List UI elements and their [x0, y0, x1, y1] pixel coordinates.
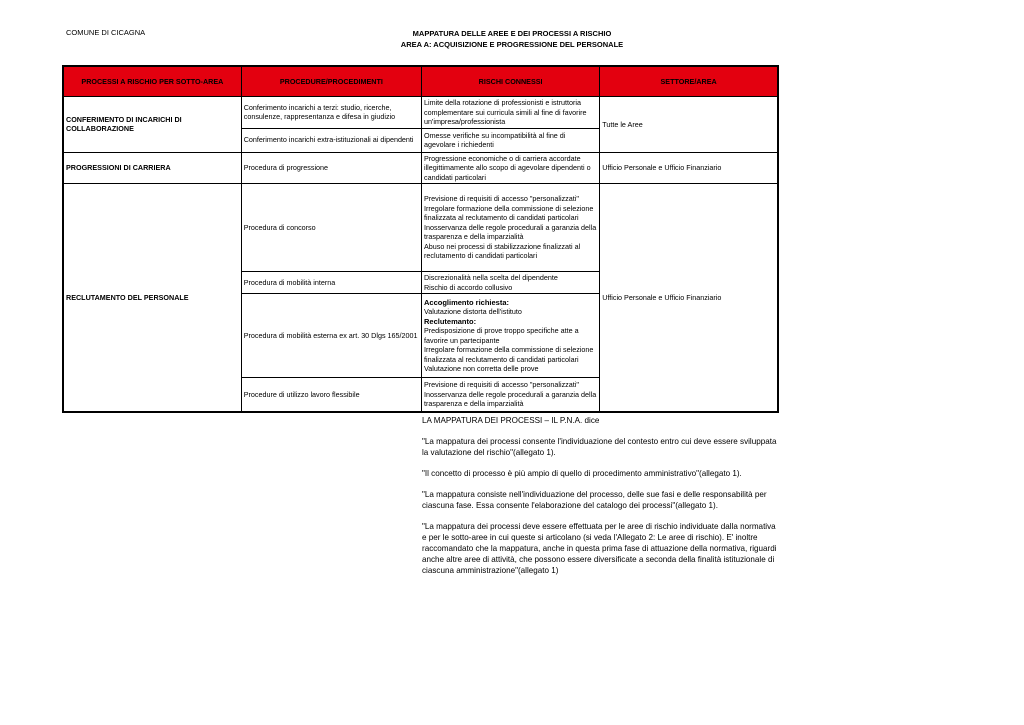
risk-line: Progressione economiche o di carriera accordate [423, 153, 581, 163]
table-row [63, 184, 778, 272]
procedure-cell: Conferimento incarichi extra-istituzionali ai dipendenti [241, 128, 421, 152]
risk-cell [421, 128, 599, 152]
notes-paragraph: "La mappatura dei processi consente l'individuazione del contesto entro cui deve essere sviluppata la valutazione del rischio"(allegato 1). [422, 437, 777, 457]
notes-paragraph: "La mappatura dei processi deve essere effettuata per le aree di rischio individuate dalla normativa e per le sotto-aree in cui queste si articolano (si veda l'Allegato 2: Le aree di rischio). E' inoltre raccomandato che la mappatura, anche in questa prima fase di attuazione della normativa, riguardi anche altre aree di attività, che possono essere diversificate a seconda della finalità istituzionale di ciascuna amministrazione"(allegato 1) [422, 522, 777, 575]
risk-line: Irregolare formazione della commissione di selezione [423, 203, 594, 213]
risk-heading: Accoglimento richiesta: [423, 297, 510, 307]
sector-cell: Ufficio Personale e Ufficio Finanziario [600, 152, 778, 184]
risk-heading: Reclutemanto: [423, 316, 477, 326]
risk-line: Valutazione non corretta delle prove [423, 364, 539, 373]
risk-line: complementare sui curricula simili al fine di favorire [423, 107, 587, 117]
risk-cell [421, 378, 599, 412]
table-header-row [63, 66, 778, 97]
column-header-procedures: PROCEDURE/PROCEDIMENTI [241, 66, 421, 97]
column-header-sector: SETTORE/AREA [600, 66, 778, 97]
notes-section [422, 415, 778, 586]
area-name: RECLUTAMENTO DEL PERSONALE [63, 184, 241, 412]
procedure-cell: Procedura di mobilità interna [241, 272, 421, 294]
risk-cell [421, 272, 599, 294]
column-header-risks: RISCHI CONNESSI [421, 66, 599, 97]
risk-line: trasparenza e della imparzialità [423, 399, 524, 408]
area-name: CONFERIMENTO DI INCARICHI DI COLLABORAZIONE [63, 97, 241, 153]
risk-mapping-table [62, 65, 779, 413]
risk-line: Predisposizione di prove troppo specifiche atte a [423, 326, 579, 335]
table-row [63, 152, 778, 184]
risk-line: trasparenza e della imparzialità [423, 232, 524, 242]
risk-line: agevolare i richiedenti [423, 140, 494, 149]
risk-line: favorire un partecipante [423, 335, 500, 345]
table-row [63, 97, 778, 129]
risk-line: Omesse verifiche su incompatibilità al fine di [423, 130, 566, 140]
risk-line: Irregolare formazione della commissione di selezione [423, 345, 594, 354]
risk-cell [421, 97, 599, 129]
risk-line: Abuso nei processi di stabilizzazione finalizzati al [423, 241, 581, 251]
risk-line: Inosservanza delle regole procedurali a garanzia della [423, 222, 597, 232]
column-header-processes: PROCESSI A RISCHIO PER SOTTO-AREA [63, 66, 241, 97]
area-name: PROGRESSIONI DI CARRIERA [63, 152, 241, 184]
notes-paragraph: "Il concetto di processo è più ampio di quello di procedimento amministrativo"(allegato 1). [422, 469, 742, 478]
risk-line: Previsione di requisiti di accesso "personalizzati" [423, 194, 579, 204]
risk-line: Rischio di accordo collusivo [423, 282, 513, 292]
risk-line: Valutazione distorta dell'istituto [423, 307, 522, 316]
risk-line: un'impresa/professionista [423, 117, 506, 126]
procedure-cell: Procedura di progressione [241, 152, 421, 184]
risk-line: Discrezionalità nella scelta del dipendente [423, 273, 558, 282]
procedure-cell: Procedura di concorso [241, 184, 421, 272]
procedure-cell: Procedura di mobilità esterna ex art. 30 Dlgs 165/2001 [241, 294, 421, 378]
title-line-1: MAPPATURA DELLE AREE E DEI PROCESSI A RISCHIO [412, 29, 612, 38]
sector-cell: Ufficio Personale e Ufficio Finanziario [600, 184, 778, 412]
risk-cell [421, 294, 599, 378]
municipality-label: COMUNE DI CICAGNA [66, 28, 146, 37]
document-title [300, 28, 724, 50]
risk-line: Limite della rotazione di professionisti e istruttoria [423, 98, 581, 107]
risk-cell [421, 152, 599, 184]
risk-line: Previsione di requisiti di accesso "personalizzati" [423, 380, 579, 389]
risk-cell [421, 184, 599, 272]
procedure-cell: Conferimento incarichi a terzi: studio, ricerche, consulenze, rappresentanza e difesa in giudizio [241, 97, 421, 129]
risk-line: illegittimamente allo scopo di agevolare dipendenti o [423, 163, 591, 172]
notes-heading: LA MAPPATURA DEI PROCESSI – IL P.N.A. dice [422, 416, 600, 425]
risk-line: candidati particolari [423, 172, 486, 182]
risk-line: Inosservanza delle regole procedurali a garanzia della [423, 389, 597, 399]
procedure-cell: Procedure di utilizzo lavoro flessibile [241, 378, 421, 412]
title-line-2: AREA A: ACQUISIZIONE E PROGRESSIONE DEL PERSONALE [400, 40, 624, 49]
sector-cell: Tutte le Aree [600, 97, 778, 153]
risk-line: finalizzata al reclutamento di candidati particolari [423, 213, 579, 223]
risk-line: reclutamento di candidati particolari [423, 251, 538, 261]
risk-line: finalizzata al reclutamento di candidati particolari [423, 354, 579, 364]
notes-paragraph: "La mappatura consiste nell'individuazione del processo, delle sue fasi e delle responsabilità per ciascuna fase. Essa consente l'elaborazione del catalogo dei processi"(allegato 1). [422, 490, 767, 510]
